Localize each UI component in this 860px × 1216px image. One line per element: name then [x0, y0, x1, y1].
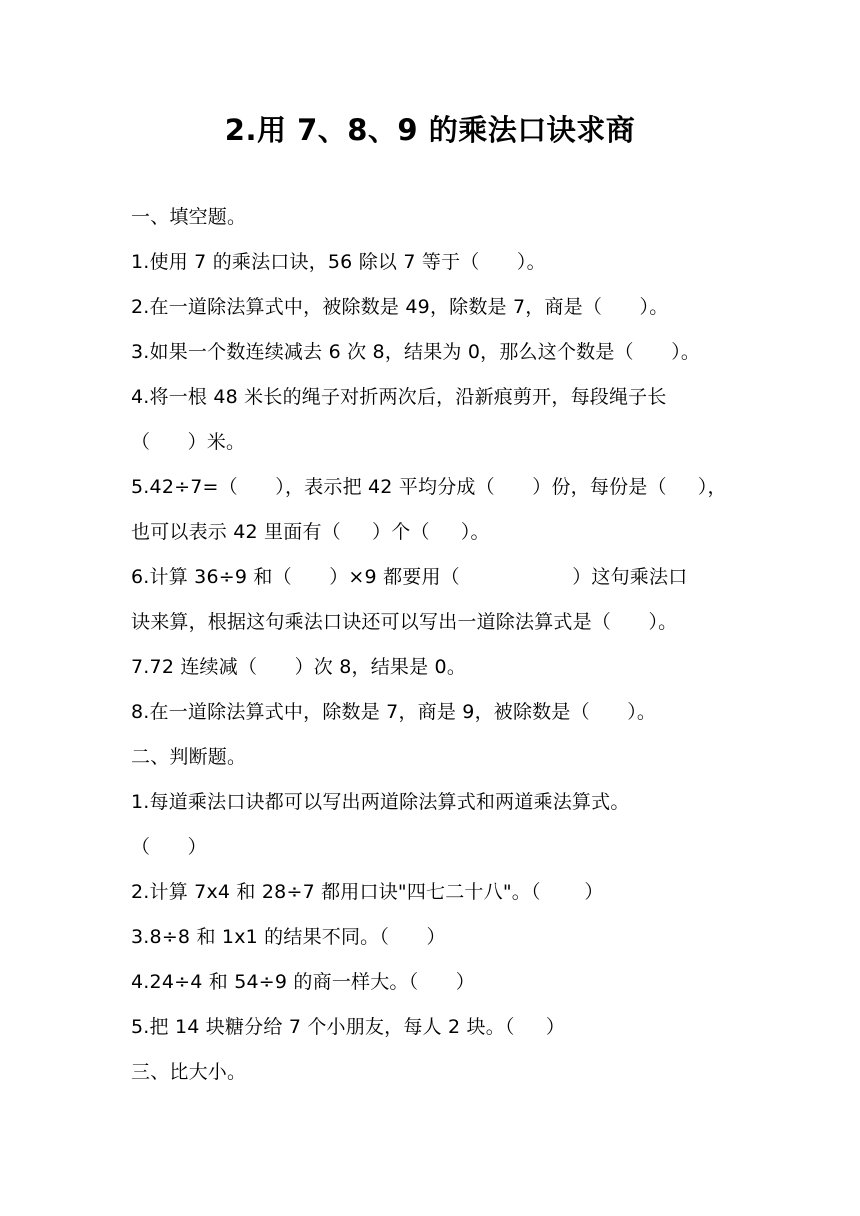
question-line: 5.42÷7=（ ），表示把 42 平均分成（ ）份，每份是（ ），	[131, 476, 727, 498]
page-title: 2.用 7、8、9 的乘法口诀求商	[224, 113, 636, 147]
question-line: 4.24÷4 和 54÷9 的商一样大。（ ）	[131, 971, 475, 993]
question-line: 7.72 连续减（ ）次 8，结果是 0。	[131, 656, 467, 678]
question-line: 2.在一道除法算式中，被除数是 49，除数是 7，商是（ ）。	[131, 296, 669, 318]
question-line: 3.如果一个数连续减去 6 次 8，结果为 0，那么这个数是（ ）。	[131, 341, 701, 363]
question-line: （ ）	[131, 836, 207, 858]
question-line: 1.每道乘法口诀都可以写出两道除法算式和两道乘法算式。	[131, 791, 630, 813]
question-line: 3.8÷8 和 1x1 的结果不同。（ ）	[131, 926, 446, 948]
section-heading-fill-in: 一、填空题。	[131, 206, 247, 228]
section-heading-compare: 三、比大小。	[131, 1061, 247, 1083]
section-heading-true-false: 二、判断题。	[131, 746, 247, 768]
question-line: （ ）米。	[131, 431, 246, 453]
question-line: 5.把 14 块糖分给 7 个小朋友，每人 2 块。（ ）	[131, 1016, 566, 1038]
question-line: 诀来算，根据这句乘法口诀还可以写出一道除法算式是（ ）。	[131, 611, 678, 633]
question-line: 也可以表示 42 里面有（ ）个（ ）。	[131, 521, 490, 543]
question-line: 4.将一根 48 米长的绳子对折两次后，沿新痕剪开，每段绳子长	[131, 386, 667, 408]
question-line: 6.计算 36÷9 和（ ）×9 都要用（ ）这句乘法口	[131, 566, 688, 588]
question-line: 2.计算 7x4 和 28÷7 都用口诀"四七二十八"。（ ）	[131, 881, 604, 903]
question-line: 1.使用 7 的乘法口诀，56 除以 7 等于（ ）。	[131, 251, 546, 273]
question-line: 8.在一道除法算式中，除数是 7，商是 9，被除数是（ ）。	[131, 701, 657, 723]
